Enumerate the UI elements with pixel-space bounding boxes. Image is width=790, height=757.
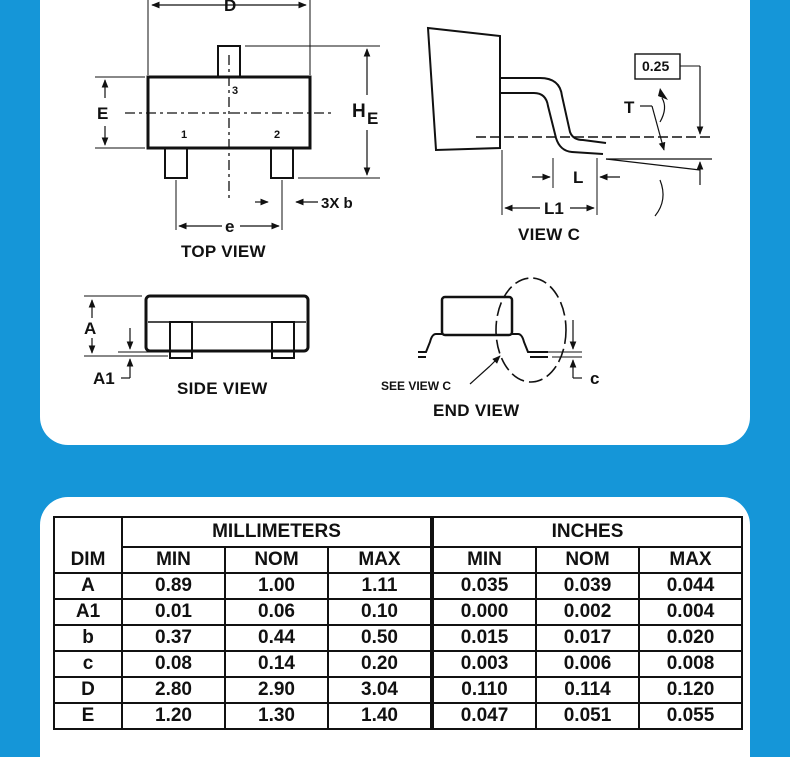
mm-min-header: MIN xyxy=(122,547,225,573)
cell: 0.020 xyxy=(639,625,742,651)
view-c xyxy=(428,28,714,216)
cell: 0.035 xyxy=(432,573,536,599)
pin-2-label: 2 xyxy=(274,129,281,141)
mm-max-header: MAX xyxy=(328,547,432,573)
cell: 1.30 xyxy=(225,703,328,729)
dim-l-label: L xyxy=(573,168,584,187)
cell: 2.80 xyxy=(122,677,225,703)
dim-he-sub-label: E xyxy=(367,109,379,128)
table-row xyxy=(54,703,742,729)
end-view-title: END VIEW xyxy=(433,401,520,420)
row-dim: D xyxy=(54,677,122,703)
cell: 0.047 xyxy=(432,703,536,729)
table-row xyxy=(54,651,742,677)
dim-c-label: c xyxy=(590,369,600,388)
row-dim: E xyxy=(54,703,122,729)
dim-t-label: T xyxy=(624,98,635,117)
end-view xyxy=(418,278,582,384)
table-row xyxy=(54,625,742,651)
inches-header: INCHES xyxy=(432,517,742,547)
cell: 0.017 xyxy=(536,625,639,651)
dim-l1-label: L1 xyxy=(544,199,564,218)
dim-025-label: 0.25 xyxy=(642,58,670,74)
dim-e-label: E xyxy=(97,104,109,123)
cell: 0.110 xyxy=(432,677,536,703)
cell: 0.10 xyxy=(328,599,432,625)
cell: 3.04 xyxy=(328,677,432,703)
row-dim: A xyxy=(54,573,122,599)
see-view-c-label: SEE VIEW C xyxy=(381,379,452,393)
view-c-title: VIEW C xyxy=(518,225,581,244)
cell: 0.14 xyxy=(225,651,328,677)
row-dim: c xyxy=(54,651,122,677)
in-nom-header: NOM xyxy=(536,547,639,573)
cell: 0.002 xyxy=(536,599,639,625)
cell: 0.055 xyxy=(639,703,742,729)
table-row xyxy=(54,599,742,625)
cell: 1.20 xyxy=(122,703,225,729)
top-view-title: TOP VIEW xyxy=(181,242,266,261)
cell: 0.008 xyxy=(639,651,742,677)
cell: 0.039 xyxy=(536,573,639,599)
mm-nom-header: NOM xyxy=(225,547,328,573)
cell: 1.11 xyxy=(328,573,432,599)
dim-a-label: A xyxy=(84,319,97,338)
row-dim: b xyxy=(54,625,122,651)
millimeters-header: MILLIMETERS xyxy=(122,517,432,547)
cell: 1.40 xyxy=(328,703,432,729)
cell: 0.37 xyxy=(122,625,225,651)
dim-b-label: 3X b xyxy=(321,195,353,212)
cell: 0.06 xyxy=(225,599,328,625)
cell: 0.89 xyxy=(122,573,225,599)
cell: 0.000 xyxy=(432,599,536,625)
dim-d-label: D xyxy=(224,0,237,15)
pin-1-label: 1 xyxy=(181,129,188,141)
side-view xyxy=(84,296,308,378)
cell: 0.044 xyxy=(639,573,742,599)
dimension-table xyxy=(53,516,743,730)
cell: 0.006 xyxy=(536,651,639,677)
cell: 0.08 xyxy=(122,651,225,677)
dim-a1-label: A1 xyxy=(93,369,115,388)
in-min-header: MIN xyxy=(432,547,536,573)
cell: 0.120 xyxy=(639,677,742,703)
cell: 0.20 xyxy=(328,651,432,677)
cell: 2.90 xyxy=(225,677,328,703)
table-row xyxy=(54,573,742,599)
pin-3-label: 3 xyxy=(232,85,239,97)
cell: 0.003 xyxy=(432,651,536,677)
cell: 1.00 xyxy=(225,573,328,599)
dim-header: DIM xyxy=(54,517,122,573)
in-max-header: MAX xyxy=(639,547,742,573)
table-row xyxy=(54,677,742,703)
cell: 0.004 xyxy=(639,599,742,625)
cell: 0.44 xyxy=(225,625,328,651)
cell: 0.114 xyxy=(536,677,639,703)
dim-e-pitch-label: e xyxy=(225,217,235,236)
dim-he-label: H xyxy=(352,101,366,122)
side-view-title: SIDE VIEW xyxy=(177,379,268,398)
cell: 0.50 xyxy=(328,625,432,651)
row-dim: A1 xyxy=(54,599,122,625)
cell: 0.015 xyxy=(432,625,536,651)
cell: 0.01 xyxy=(122,599,225,625)
cell: 0.051 xyxy=(536,703,639,729)
